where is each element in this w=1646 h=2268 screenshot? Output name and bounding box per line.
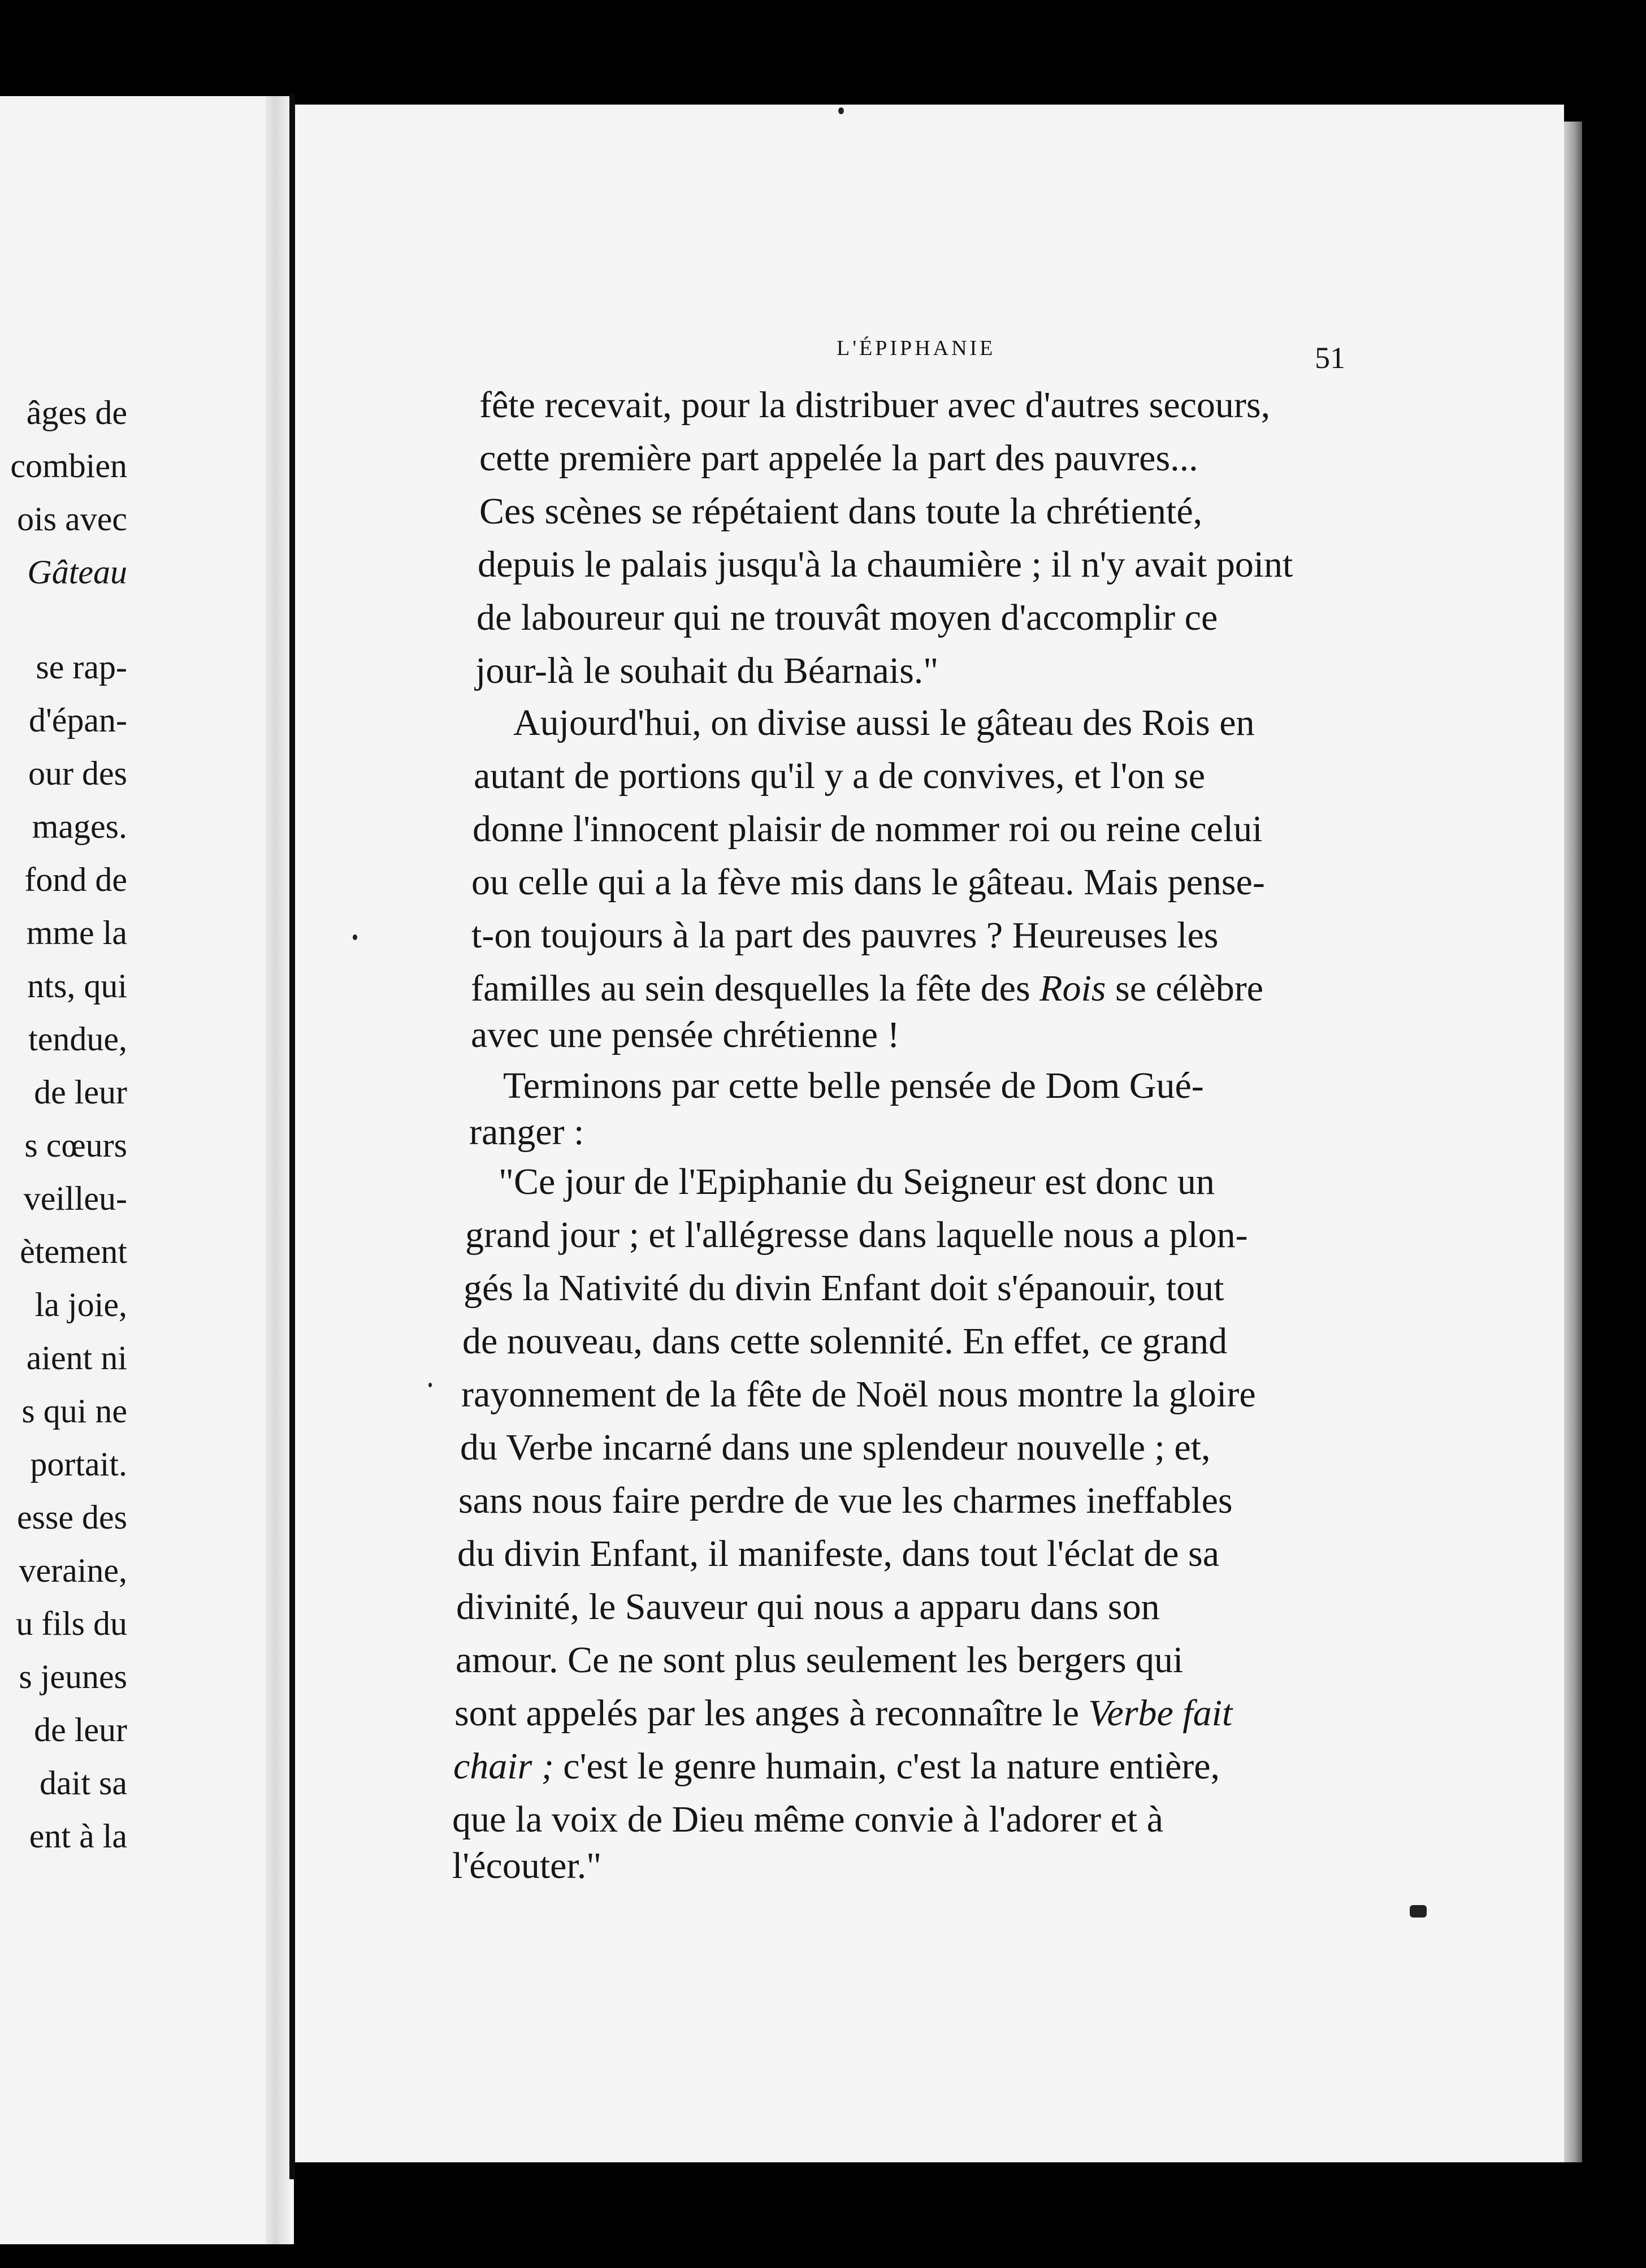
text-line: ètement [20,1233,127,1270]
text-line: aient ni [26,1339,127,1377]
text-line: veilleu- [23,1180,127,1217]
text-line: ranger : [469,1111,584,1153]
text-line: Terminons par cette belle pensée de Dom Gué- [503,1065,1204,1106]
text-line: Aujourd'hui, on divise aussi le gâteau des Rois en [513,702,1255,743]
text-line: que la voix de Dieu même convie à l'adorer et à [452,1799,1164,1840]
text-line: mme la [26,914,127,951]
text-line: la joie, [34,1286,127,1323]
text-line: veraine, [19,1552,127,1589]
text-line: s cœurs [24,1127,127,1164]
text-line: du divin Enfant, il manifeste, dans tout l'éclat de sa [457,1533,1220,1574]
text-line: combien [10,447,127,484]
text-line: cette première part appelée la part des pauvres... [479,438,1198,479]
previous-page-fragment [0,96,294,2244]
text-line: de leur [34,1711,127,1748]
text-line: gés la Nativité du divin Enfant doit s'épanouir, tout [464,1267,1224,1309]
scan-speck [353,934,357,940]
text-line: chair ; c'est le genre humain, c'est la nature entière, [453,1746,1220,1787]
text-line: our des [28,755,127,792]
text-line: rayonnement de la fête de Noël nous montre la gloire [461,1374,1256,1415]
text-line: de laboureur qui ne trouvât moyen d'accomplir ce [477,597,1218,638]
text-line: de nouveau, dans cette solennité. En effet, ce grand [462,1321,1228,1362]
text-line: Gâteau [27,553,127,591]
text-line: s qui ne [21,1392,127,1430]
text-line: se rap- [36,648,127,686]
text-line: fête recevait, pour la distribuer avec d'autres secours, [479,384,1271,426]
text-line: âges de [26,394,127,431]
text-line: grand jour ; et l'allégresse dans laquelle nous a plon- [465,1214,1248,1256]
text-line: ois avec [17,500,127,538]
text-line: sans nous faire perdre de vue les charmes ineffables [458,1480,1233,1521]
text-line: Ces scènes se répétaient dans toute la chrétienté, [479,491,1203,532]
text-line: du Verbe incarné dans une splendeur nouvelle ; et, [460,1427,1211,1468]
text-line: l'écouter." [452,1845,602,1886]
text-line: depuis le palais jusqu'à la chaumière ; il n'y avait point [478,544,1293,585]
text-line: avec une pensée chrétienne ! [471,1014,900,1055]
text-line: ou celle qui a la fève mis dans le gâteau. Mais pense- [471,862,1265,903]
text-line: divinité, le Sauveur qui nous a apparu dans son [456,1586,1160,1628]
text-line: s jeunes [19,1658,127,1695]
page-number: 51 [1315,341,1345,375]
scan-speck [838,107,844,114]
text-line: t-on toujours à la part des pauvres ? Heureuses les [471,915,1219,956]
text-line: donne l'innocent plaisir de nommer roi ou reine celui [473,808,1263,850]
text-line: dait sa [40,1764,127,1802]
text-line: fond de [24,861,127,898]
text-line: jour-là le souhait du Béarnais." [475,650,939,691]
text-line: amour. Ce ne sont plus seulement les bergers qui [456,1639,1184,1681]
scan-speck [428,1383,432,1387]
text-line: tendue, [28,1020,127,1058]
page-edge-shadow [1564,122,1582,2162]
text-line: autant de portions qu'il y a de convives, et l'on se [474,755,1205,797]
binding-edge [289,93,295,2179]
book-gutter [266,96,289,2244]
text-line: "Ce jour de l'Epiphanie du Seigneur est donc un [499,1161,1215,1202]
text-line: ent à la [29,1817,127,1855]
scan-speck [1410,1905,1427,1918]
text-line: portait. [30,1445,127,1483]
text-line: sont appelés par les anges à reconnaître le Verbe fait [454,1693,1233,1734]
text-line: d'épan- [28,702,127,739]
text-line: u fils du [16,1605,127,1642]
text-line: esse des [17,1499,127,1536]
running-head: L'ÉPIPHANIE [837,336,996,360]
text-line: nts, qui [27,967,127,1005]
text-line: mages. [32,808,127,845]
text-line: de leur [34,1074,127,1111]
text-line: familles au sein desquelles la fête des Rois se célèbre [471,968,1263,1009]
